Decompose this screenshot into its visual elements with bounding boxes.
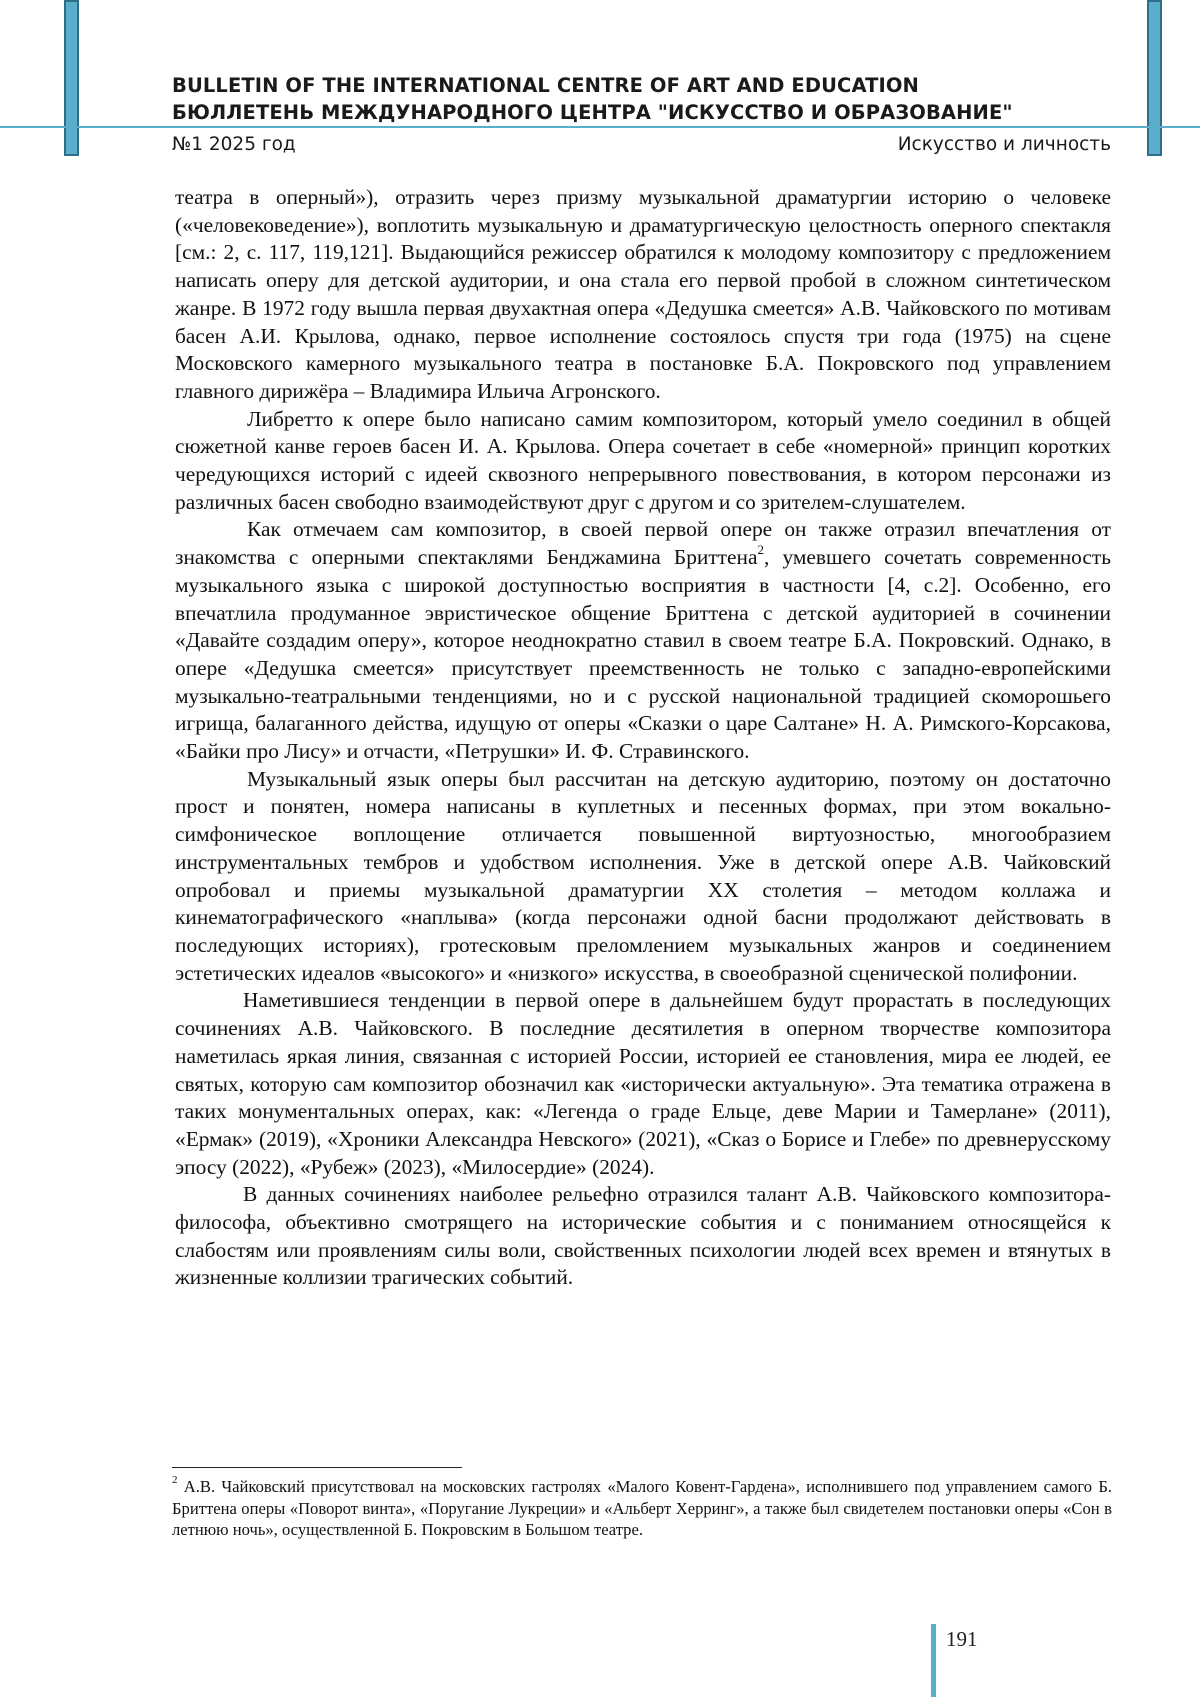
paragraph-3-part-a: Как отмечаем сам композитор, в своей первой опере он также отразил впечатления от знакомства с оперными спектаклями Бенджамина Бриттена (175, 517, 1111, 570)
header-rule (0, 126, 1200, 128)
section-name: Искусство и личность (897, 134, 1111, 155)
paragraph-5: Наметившиеся тенденции в первой опере в дальнейшем будут прорастать в последующих сочинениях А.В. Чайковского. В последние десятилетия в оперном творчестве композитора наметилась яркая линия, связанная с историей России, историей ее становления, мира ее людей, ее святых, которую сам композитор обозначил как «исторически актуальную». Эта тематика отражена в таких монументальных операх, как: «Легенда о граде Ельце, деве Марии и Тамерлане» (2011), «Ермак» (2019), «Хроники Александра Невского» (2021), «Сказ о Борисе и Глебе» по древнерусскому эпосу (2022), «Рубеж» (2023), «Милосердие» (2024). (175, 988, 1111, 1179)
issue-number: №1 2025 год (172, 134, 296, 155)
paragraph-3-part-b: , умевшего сочетать современность музыкального языка с широкой доступностью восприятия в частности [4, с.2]. Особенно, его впечатлила продуманное эвристическое общение Бриттена с детской аудиторией в сочинении «Давайте создадим оперу», которое неоднократно ставил в своем театре Б.А. Покровский. Однако, в опере «Дедушка смеется» присутствует преемственность не только с западно-европейскими музыкально-театральными тенденциями, но и с русской национальной традицией скоморошьего игрища, балаганного действа, идущую от оперы «Сказки о царе Салтане» Н. А. Римского-Корсакова, «Байки про Лису» и отчасти, «Петрушки» И. Ф. Стравинского. (175, 545, 1111, 764)
page-number: 191 (946, 1627, 978, 1651)
footnote-text: А.В. Чайковский присутствовал на московских гастролях «Малого Ковент-Гардена», исполнившего под управлением самого Б. Бриттена оперы «Поворот винта», «Поругание Лукреции» и «Альберт Херринг», а также был свидетелем постановки оперы «Сон в летнюю ночь», осуществленной Б. Покровским в Большом театре. (172, 1477, 1113, 1540)
footnote-reference[interactable]: 2 (757, 542, 764, 558)
header-right-accent-bar (1147, 0, 1162, 156)
paragraph-2: Либретто к опере было написано самим композитором, который умело соединил в общей сюжетной канве героев басен И. А. Крылова. Опера сочетает в себе «номерной» принцип коротких чередующихся историй с идеей сквозного непрерывного повествования, в котором персонажи из различных басен свободно взаимодействуют друг с другом и со зрителем-слушателем. (175, 406, 1111, 514)
paragraph-3 (175, 516, 1111, 765)
footnote (172, 1476, 1112, 1541)
journal-title-en: BULLETIN OF THE INTERNATIONAL CENTRE OF ART AND EDUCATION (172, 74, 919, 97)
paragraph-6: В данных сочинениях наиболее рельефно отразился талант А.В. Чайковского композитора-философа, объективно смотрящего на исторические события и с пониманием относящейся к слабостям или проявлениям силы воли, свойственных психологии людей всех времен и втянутых в жизненные коллизии трагических событий. (175, 1182, 1111, 1290)
journal-title-ru: БЮЛЛЕТЕНЬ МЕЖДУНАРОДНОГО ЦЕНТРА "ИСКУССТВО И ОБРАЗОВАНИЕ" (172, 101, 1013, 124)
article-body (175, 184, 1111, 1292)
paragraph-4: Музыкальный язык оперы был рассчитан на детскую аудиторию, поэтому он достаточно прост и понятен, номера написаны в куплетных и песенных формах, при этом вокально-симфоническое воплощение отличается повышенной виртуозностью, многообразием инструментальных тембров и удобством исполнения. Уже в детской опере А.В. Чайковский опробовал и приемы музыкальной драматургии XX столетия – методом коллажа и кинематографического «наплыва» (когда персонажи одной басни продолжают действовать в последующих историях), гротесковым преломлением музыкальных жанров и соединением эстетических идеалов «высокого» и «низкого» искусства, в своеобразной сценической полифонии. (175, 766, 1111, 985)
paragraph-1: театра в оперный»), отразить через призму музыкальной драматургии историю о человеке («человековедение»), воплотить музыкальную и драматургическую целостность оперного спектакля [см.: 2, с. 117, 119,121]. Выдающийся режиссер обратился к молодому композитору с предложением написать оперу для детской аудитории, и она стала его первой пробой в сложном синтетическом жанре. В 1972 году вышла первая двухактная опера «Дедушка смеется» А.В. Чайковского по мотивам басен А.И. Крылова, однако, первое исполнение состоялось спустя три года (1975) на сцене Московского камерного музыкального театра в постановке Б.А. Покровского под управлением главного дирижёра – Владимира Ильича Агронского. (175, 185, 1111, 403)
footnote-separator (172, 1467, 462, 1468)
journal-title (172, 72, 1013, 126)
header-left-accent-bar (64, 0, 79, 156)
page-number-accent-bar (931, 1624, 936, 1697)
footnote-number: 2 (172, 1474, 178, 1487)
